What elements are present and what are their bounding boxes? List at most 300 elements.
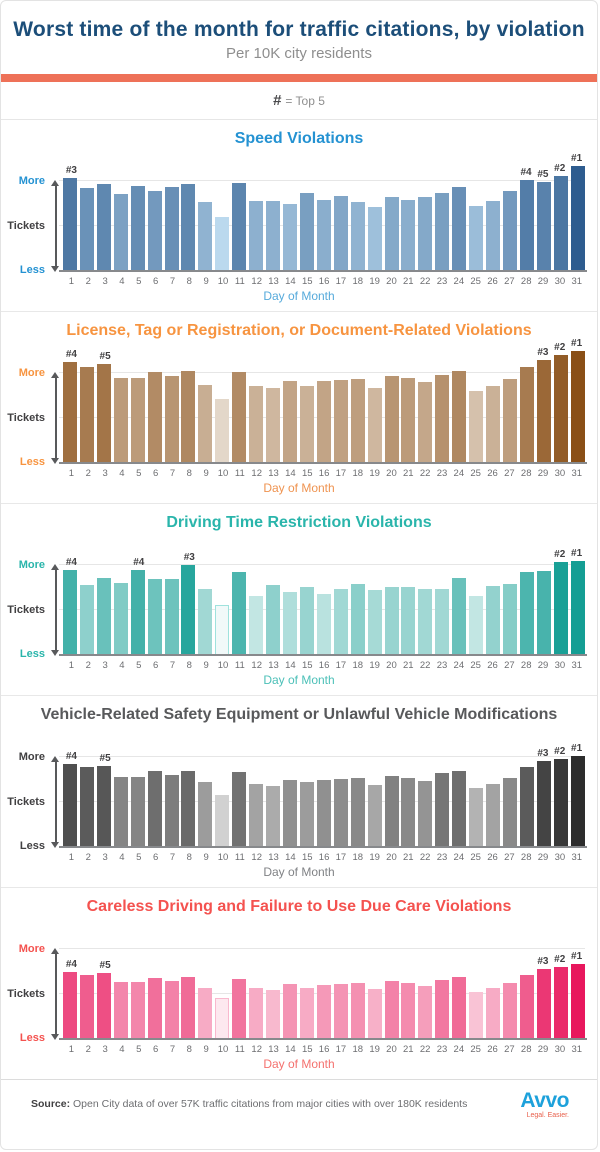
x-tick: 15: [301, 852, 313, 863]
x-tick: 16: [318, 276, 330, 287]
x-tick: 21: [403, 660, 414, 671]
x-tick: 20: [386, 1044, 397, 1055]
x-tick-labels: [63, 660, 585, 671]
x-axis-label: Day of Month: [263, 865, 335, 879]
x-tick-labels: [63, 1044, 585, 1055]
avvo-logo-text: Avvo: [520, 1088, 569, 1112]
bar-day-26: [486, 201, 500, 271]
bar-day-14: [283, 984, 297, 1039]
y-axis-arrow-icon: [51, 949, 60, 1039]
x-tick: 25: [470, 276, 481, 287]
bar-day-18: [351, 983, 365, 1039]
x-tick: 18: [352, 276, 364, 287]
avvo-tagline: Legal. Easier.: [526, 1111, 569, 1119]
rank-label: #2: [554, 163, 566, 174]
x-tick: 15: [301, 1044, 313, 1055]
rank-label: #4: [133, 557, 145, 568]
x-tick: 7: [169, 276, 176, 287]
x-tick: 4: [119, 660, 125, 671]
x-tick: 29: [537, 852, 549, 863]
x-tick: 23: [436, 660, 448, 671]
bar-day-4: [114, 378, 128, 463]
bars: [63, 350, 585, 463]
x-tick: 10: [217, 1044, 229, 1055]
bar-day-20: [385, 587, 399, 655]
x-tick: 12: [251, 852, 262, 863]
x-tick: 28: [520, 276, 532, 287]
x-tick: 18: [352, 660, 364, 671]
x-tick: 21: [403, 1044, 414, 1055]
bar-day-2: [80, 975, 94, 1039]
x-tick: 31: [571, 660, 583, 671]
bar-day-20: [385, 376, 399, 463]
bar-day-15: [300, 386, 314, 463]
x-tick: 17: [335, 660, 347, 671]
bar-day-28: [520, 975, 534, 1039]
bar-day-31: [571, 964, 585, 1039]
x-axis-label: Day of Month: [263, 481, 335, 495]
bar-day-9: [198, 385, 212, 463]
bar-day-29: [537, 182, 551, 271]
bar-day-8: [181, 977, 195, 1039]
bar-day-17: [334, 380, 348, 463]
bar-day-27: [503, 778, 517, 847]
bar-day-30: [554, 355, 568, 463]
bars: [63, 158, 585, 271]
bar-day-8: [181, 184, 195, 271]
x-tick: 12: [251, 468, 262, 479]
x-tick: 10: [217, 660, 229, 671]
bar-day-4: [114, 777, 128, 847]
x-axis-baseline: [59, 462, 587, 464]
bar-day-25: [469, 992, 483, 1039]
x-tick: 3: [102, 660, 108, 671]
x-tick: 28: [520, 660, 532, 671]
x-tick: 22: [419, 276, 431, 287]
y-label-tickets: Tickets: [7, 796, 45, 808]
x-tick: 7: [169, 660, 176, 671]
x-tick: 13: [268, 1044, 279, 1055]
bar-day-28: [520, 767, 534, 847]
x-tick: 24: [453, 1044, 465, 1055]
y-axis-labels: [1, 926, 45, 1044]
bar-day-29: [537, 969, 551, 1039]
x-tick: 6: [152, 852, 159, 863]
bar-day-31: [571, 756, 585, 847]
bar-day-10: [215, 998, 229, 1039]
bar-day-6: [148, 372, 162, 463]
bar-day-21: [401, 200, 415, 271]
bar-day-8: [181, 565, 195, 655]
y-axis-labels: [1, 542, 45, 660]
rank-label: #2: [554, 342, 566, 353]
x-tick: 8: [186, 660, 192, 671]
x-tick: 2: [85, 468, 91, 479]
x-tick: 28: [520, 1044, 532, 1055]
x-tick: 1: [68, 852, 75, 863]
bar-day-16: [317, 200, 331, 271]
x-tick: 14: [285, 468, 296, 479]
x-tick: 13: [268, 468, 279, 479]
rank-label: #2: [554, 954, 566, 965]
bar-day-13: [266, 786, 280, 847]
x-tick: 4: [119, 1044, 125, 1055]
bar-day-26: [486, 988, 500, 1039]
bar-day-18: [351, 202, 365, 271]
x-tick: 19: [369, 660, 380, 671]
x-tick: 10: [217, 468, 229, 479]
x-tick: 17: [335, 852, 347, 863]
x-tick: 18: [352, 852, 364, 863]
y-label-less: Less: [19, 264, 45, 276]
x-axis-label: Day of Month: [263, 1057, 335, 1071]
x-tick: 13: [268, 276, 279, 287]
bar-day-24: [452, 187, 466, 271]
x-tick: 2: [85, 852, 91, 863]
bars: [63, 734, 585, 847]
bar-day-17: [334, 984, 348, 1039]
bar-day-6: [148, 191, 162, 271]
bar-day-1: [63, 570, 77, 655]
bar-day-21: [401, 983, 415, 1039]
bar-day-2: [80, 767, 94, 847]
x-tick: 29: [537, 468, 549, 479]
bar-day-24: [452, 371, 466, 463]
bar-day-28: [520, 180, 534, 271]
bar-plot: [1, 734, 585, 852]
bars: [63, 542, 585, 655]
bar-day-15: [300, 782, 314, 847]
rank-label: #3: [537, 956, 549, 967]
bar-day-19: [368, 590, 382, 655]
x-tick-labels: [63, 276, 585, 287]
bar-day-26: [486, 586, 500, 655]
x-tick: 8: [186, 276, 192, 287]
x-tick: 19: [369, 852, 380, 863]
x-tick: 25: [470, 468, 481, 479]
bar-day-13: [266, 201, 280, 271]
bar-day-29: [537, 360, 551, 463]
x-tick: 23: [436, 852, 448, 863]
x-tick: 8: [186, 468, 192, 479]
x-tick: 7: [169, 1044, 176, 1055]
top5-legend: [1, 82, 597, 120]
x-tick: 7: [169, 852, 176, 863]
x-tick: 24: [453, 660, 465, 671]
x-tick: 14: [285, 852, 296, 863]
x-tick: 24: [453, 468, 465, 479]
bar-day-13: [266, 388, 280, 463]
bar-day-22: [418, 589, 432, 655]
chart-section-speed-violations: [1, 120, 597, 312]
bar-day-5: [131, 982, 145, 1039]
x-tick: 3: [102, 468, 108, 479]
x-tick: 30: [554, 1044, 566, 1055]
bar-day-25: [469, 391, 483, 463]
bar-day-9: [198, 589, 212, 655]
bar-day-12: [249, 386, 263, 463]
bar-day-30: [554, 759, 568, 847]
legend-label: = Top 5: [285, 93, 325, 108]
y-label-more: More: [18, 559, 45, 571]
x-tick: 1: [68, 276, 75, 287]
x-tick: 3: [102, 276, 108, 287]
bar-day-14: [283, 780, 297, 847]
y-axis-arrow-icon: [51, 565, 60, 655]
bar-day-15: [300, 587, 314, 655]
x-tick: 4: [119, 468, 125, 479]
x-tick: 8: [186, 1044, 192, 1055]
header: [1, 1, 597, 120]
bar-day-3: [97, 973, 111, 1039]
x-tick: 29: [537, 660, 549, 671]
x-tick: 27: [504, 660, 515, 671]
bar-day-4: [114, 194, 128, 271]
x-tick: 6: [152, 276, 159, 287]
x-tick: 26: [487, 1044, 498, 1055]
rank-label: #1: [571, 548, 583, 559]
x-tick: 30: [554, 276, 566, 287]
y-label-less: Less: [19, 456, 45, 468]
bar-day-9: [198, 202, 212, 271]
x-axis-baseline: [59, 846, 587, 848]
x-tick: 27: [504, 852, 515, 863]
bar-day-12: [249, 784, 263, 847]
bar-day-28: [520, 572, 534, 655]
avvo-logo: [520, 1090, 569, 1119]
bar-day-7: [165, 579, 179, 655]
rank-label: #1: [571, 153, 583, 164]
y-label-less: Less: [19, 648, 45, 660]
bar-day-21: [401, 778, 415, 847]
x-tick: 19: [369, 1044, 380, 1055]
bar-day-19: [368, 785, 382, 847]
x-tick: 16: [318, 660, 330, 671]
rank-label: #5: [99, 960, 111, 971]
x-axis-label: Day of Month: [263, 289, 335, 303]
x-tick: 3: [102, 852, 108, 863]
rank-label: #4: [65, 557, 77, 568]
y-label-more: More: [18, 751, 45, 763]
x-tick: 4: [119, 276, 125, 287]
y-axis-labels: [1, 350, 45, 468]
x-tick: 11: [234, 468, 245, 479]
bar-day-23: [435, 773, 449, 847]
x-tick: 5: [136, 468, 142, 479]
bar-day-29: [537, 571, 551, 655]
bar-day-12: [249, 596, 263, 655]
bar-day-10: [215, 605, 229, 655]
x-axis-baseline: [59, 654, 587, 656]
bar-day-3: [97, 766, 111, 847]
x-tick: 9: [203, 852, 209, 863]
chart-title: License, Tag or Registration, or Document-Related Violations: [66, 322, 532, 339]
bars: [63, 926, 585, 1039]
x-tick: 20: [386, 276, 397, 287]
bar-day-15: [300, 988, 314, 1039]
x-tick: 26: [487, 852, 498, 863]
chart-title: Speed Violations: [234, 130, 364, 147]
bar-day-30: [554, 967, 568, 1039]
x-tick: 29: [537, 276, 549, 287]
bar-day-3: [97, 578, 111, 655]
x-tick: 11: [234, 660, 245, 671]
bar-day-29: [537, 761, 551, 847]
bar-day-18: [351, 379, 365, 463]
bar-plot: [1, 542, 585, 660]
bar-day-14: [283, 592, 297, 655]
bar-day-11: [232, 183, 246, 271]
bar-day-8: [181, 771, 195, 847]
x-tick: 9: [203, 276, 209, 287]
bar-day-14: [283, 381, 297, 463]
x-tick: 22: [419, 1044, 431, 1055]
rank-label: #3: [537, 347, 549, 358]
bar-day-24: [452, 771, 466, 847]
bar-day-20: [385, 197, 399, 271]
x-tick: 12: [251, 660, 262, 671]
source-text: Open City data of over 57K traffic citations from major cities with over 180K residents: [73, 1098, 468, 1110]
x-tick-labels: [63, 468, 585, 479]
chart-section-license-violations: [1, 312, 597, 504]
y-axis-arrow-icon: [51, 757, 60, 847]
bar-day-25: [469, 788, 483, 847]
x-tick: 18: [352, 468, 364, 479]
chart-section-vehicle-safety-violations: [1, 696, 597, 888]
rank-label: #4: [65, 959, 77, 970]
source-label: Source:: [31, 1098, 71, 1110]
y-label-tickets: Tickets: [7, 604, 45, 616]
x-tick: 15: [301, 468, 313, 479]
bar-day-2: [80, 188, 94, 271]
x-tick: 31: [571, 1044, 583, 1055]
x-tick: 29: [537, 1044, 549, 1055]
bar-day-1: [63, 972, 77, 1039]
chart-title: Vehicle-Related Safety Equipment or Unlawful Vehicle Modifications: [40, 706, 558, 723]
bar-day-16: [317, 985, 331, 1039]
x-tick: 11: [234, 852, 245, 863]
x-tick: 8: [186, 852, 192, 863]
bar-day-26: [486, 784, 500, 847]
x-tick: 19: [369, 276, 380, 287]
x-tick: 20: [386, 852, 397, 863]
source-note: [31, 1098, 467, 1110]
x-tick: 27: [504, 276, 515, 287]
y-label-more: More: [18, 367, 45, 379]
bar-day-2: [80, 585, 94, 655]
bar-day-5: [131, 186, 145, 271]
bar-day-31: [571, 561, 585, 655]
x-tick: 31: [571, 468, 583, 479]
bar-day-23: [435, 375, 449, 463]
x-tick: 9: [203, 1044, 209, 1055]
x-tick: 11: [234, 276, 245, 287]
bar-day-30: [554, 562, 568, 655]
x-tick: 25: [470, 852, 481, 863]
bar-day-16: [317, 381, 331, 463]
x-axis-baseline: [59, 1038, 587, 1040]
y-axis-arrow-icon: [51, 373, 60, 463]
bar-day-17: [334, 196, 348, 271]
x-tick: 28: [520, 852, 532, 863]
bar-day-7: [165, 187, 179, 271]
bar-day-20: [385, 981, 399, 1039]
bar-plot: [1, 153, 585, 276]
bar-day-18: [351, 584, 365, 655]
bar-day-22: [418, 781, 432, 847]
x-tick: 30: [554, 852, 566, 863]
y-label-more: More: [18, 943, 45, 955]
x-tick: 23: [436, 276, 448, 287]
x-tick: 17: [335, 276, 347, 287]
x-tick: 5: [136, 1044, 142, 1055]
bar-day-3: [97, 184, 111, 271]
bar-day-19: [368, 207, 382, 271]
bar-day-12: [249, 201, 263, 271]
bar-day-20: [385, 776, 399, 847]
x-tick: 14: [285, 660, 296, 671]
bar-day-17: [334, 589, 348, 655]
rank-label: #3: [537, 748, 549, 759]
bar-day-24: [452, 977, 466, 1039]
bar-day-12: [249, 988, 263, 1039]
x-tick: 5: [136, 660, 142, 671]
x-tick: 6: [152, 1044, 159, 1055]
bar-day-25: [469, 596, 483, 655]
bar-day-13: [266, 990, 280, 1039]
bar-day-21: [401, 587, 415, 655]
x-tick: 7: [169, 468, 176, 479]
bar-day-31: [571, 166, 585, 271]
bar-day-10: [215, 399, 229, 463]
bar-day-11: [232, 372, 246, 463]
x-tick: 19: [369, 468, 380, 479]
x-tick: 24: [453, 852, 465, 863]
rank-label: #2: [554, 746, 566, 757]
x-tick: 15: [301, 660, 313, 671]
x-tick: 18: [352, 1044, 364, 1055]
y-label-tickets: Tickets: [7, 988, 45, 1000]
bar-day-16: [317, 594, 331, 655]
x-tick: 31: [571, 276, 583, 287]
bar-day-10: [215, 795, 229, 847]
x-tick: 1: [68, 1044, 75, 1055]
x-tick: 30: [554, 660, 566, 671]
bar-day-18: [351, 778, 365, 847]
x-tick: 6: [152, 660, 159, 671]
footer: [1, 1080, 597, 1128]
bar-day-5: [131, 570, 145, 655]
x-tick: 20: [386, 660, 397, 671]
x-tick: 10: [217, 276, 229, 287]
x-tick: 1: [68, 660, 75, 671]
x-tick: 13: [268, 660, 279, 671]
x-tick: 14: [285, 1044, 296, 1055]
x-tick: 16: [318, 852, 330, 863]
rank-label: #4: [65, 751, 77, 762]
bar-day-22: [418, 197, 432, 271]
bar-day-7: [165, 981, 179, 1039]
y-axis-labels: [1, 734, 45, 852]
bar-day-6: [148, 579, 162, 655]
x-tick: 17: [335, 468, 347, 479]
x-tick: 24: [453, 276, 465, 287]
rank-label: #3: [65, 165, 77, 176]
x-axis-baseline: [59, 270, 587, 272]
bar-day-11: [232, 572, 246, 655]
x-tick: 2: [85, 660, 91, 671]
x-tick: 22: [419, 852, 431, 863]
